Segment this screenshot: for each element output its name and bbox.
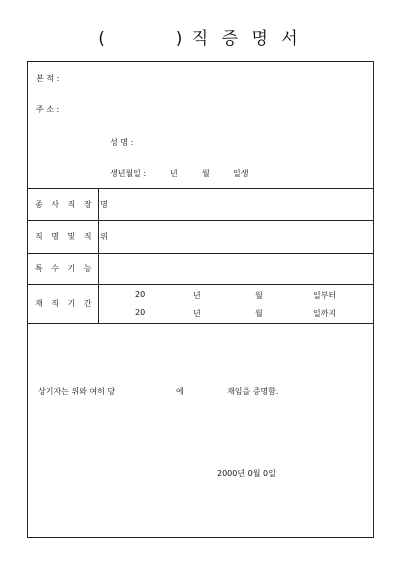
certification-date: 2000년 0월 0일 [217, 469, 276, 478]
period-from-year: 년 [193, 291, 201, 300]
title-paren-close: ) [175, 29, 183, 49]
skill-label: 특 수 기 능 [35, 264, 95, 273]
title-paren-open: ( [98, 29, 105, 49]
period-to-month: 월 [255, 309, 263, 318]
domicile-label: 본 적 : [36, 74, 60, 83]
divider-line [28, 188, 373, 189]
divider-line [28, 253, 373, 254]
certification-text-c: 재임을 증명함. [227, 387, 279, 396]
address-label: 주 소 : [36, 105, 60, 114]
period-from-prefix: 20 [135, 290, 146, 299]
birth-year-unit: 년 [170, 169, 178, 178]
period-to-prefix: 20 [135, 308, 146, 317]
certification-text-a: 상기자는 위와 여히 당 [38, 387, 116, 396]
certificate-form [27, 61, 374, 538]
title-text: 직 증 명 서 [191, 29, 302, 49]
birth-day-unit: 일생 [233, 169, 249, 178]
birth-label: 생년월일 : [110, 169, 147, 178]
birth-month-unit: 월 [202, 169, 210, 178]
name-label: 성 명 : [110, 138, 134, 147]
period-from-suffix: 일부터 [313, 291, 337, 300]
document-title [0, 24, 400, 49]
period-to-year: 년 [193, 309, 201, 318]
certification-text-b: 에 [176, 387, 184, 396]
position-label: 직 명 및 직 위 [35, 232, 111, 241]
divider-line [28, 284, 373, 285]
period-from-month: 월 [255, 291, 263, 300]
divider-line [28, 323, 373, 324]
workplace-label: 종 사 직 장 명 [35, 200, 111, 209]
divider-line [28, 220, 373, 221]
period-label: 재 직 기 간 [35, 299, 95, 308]
period-to-suffix: 일까지 [313, 309, 337, 318]
